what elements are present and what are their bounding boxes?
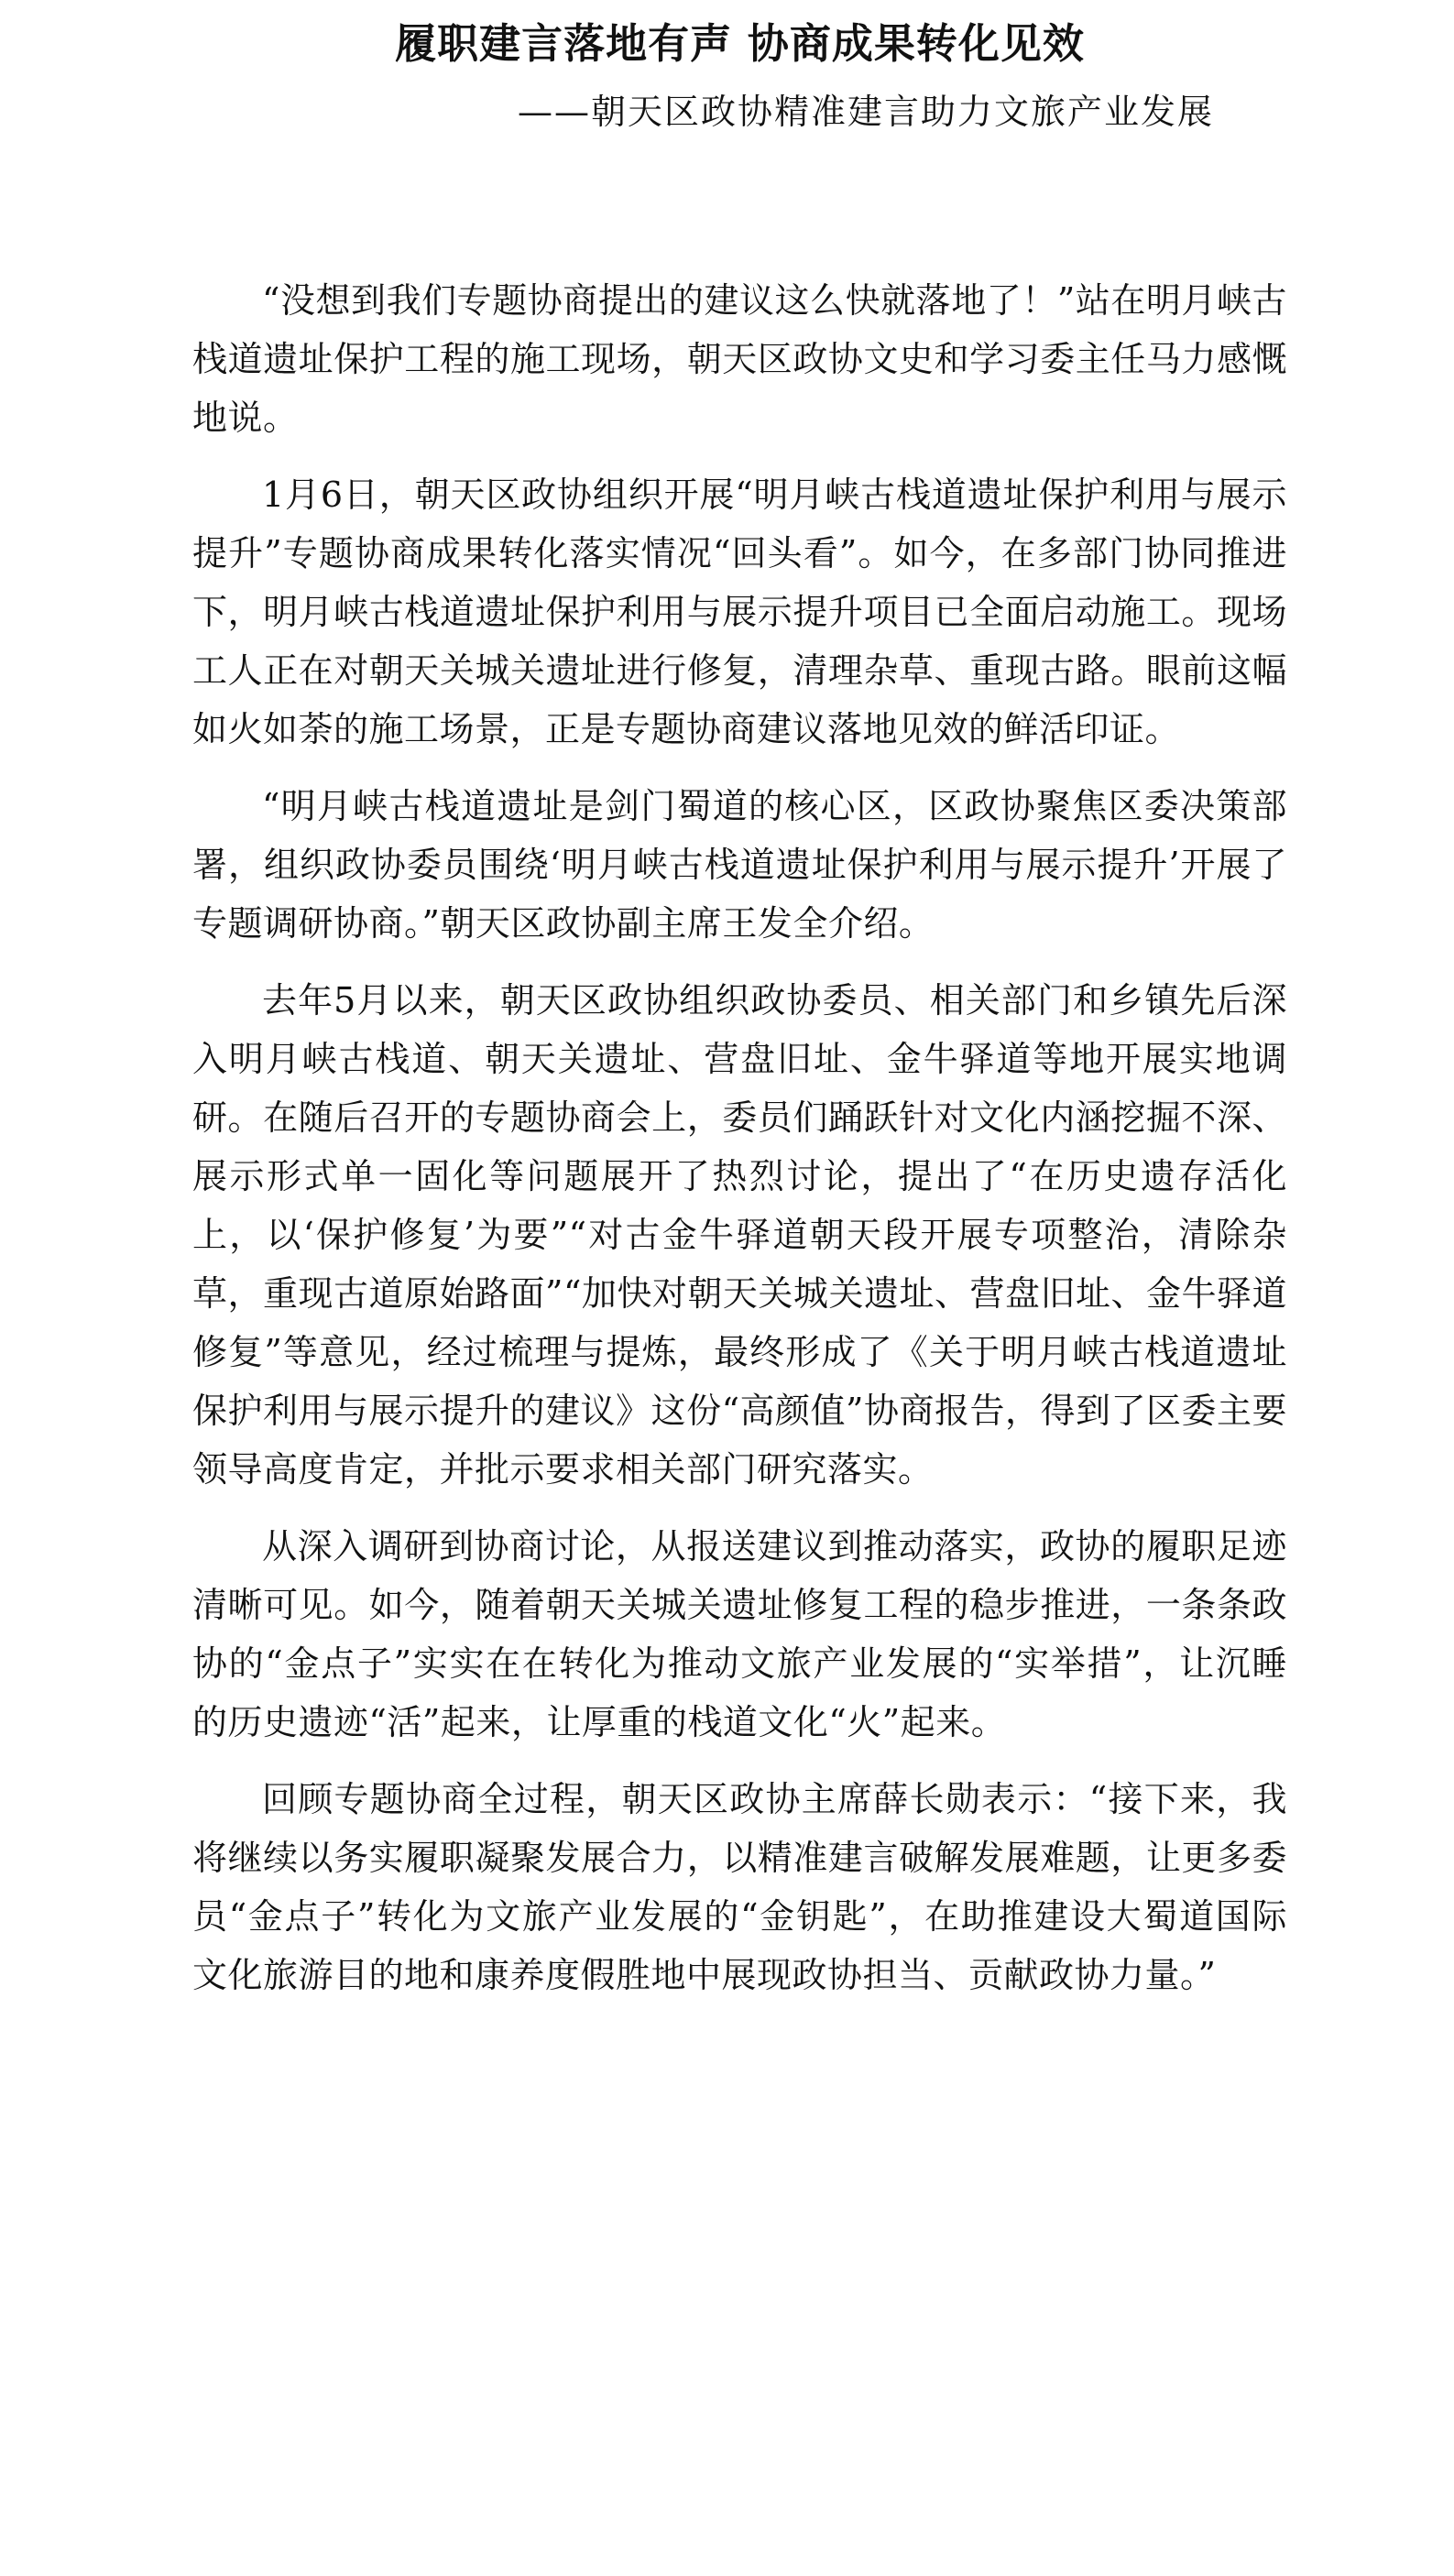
paragraph: “没想到我们专题协商提出的建议这么快就落地了！”站在明月峡古栈道遗址保护工程的施工现场，朝天区政协文史和学习委主任马力感慨地说。 <box>192 280 1287 438</box>
paragraph: 从深入调研到协商讨论，从报送建议到推动落实，政协的履职足迹清晰可见。如今，随着朝天关城关遗址修复工程的稳步推进，一条条政协的“金点子”实实在在转化为推动文旅产业发展的“实举措”，让沉睡的历史遗迹“活”起来，让厚重的栈道文化“火”起来。 <box>192 1526 1287 1742</box>
article-body <box>192 271 1287 2004</box>
paragraph: 去年5月以来，朝天区政协组织政协委员、相关部门和乡镇先后深入明月峡古栈道、朝天关遗址、营盘旧址、金牛驿道等地开展实地调研。在随后召开的专题协商会上，委员们踊跃针对文化内涵挖掘不深、展示形式单一固化等问题展开了热烈讨论，提出了“在历史遗存活化上，以‘保护修复’为要”“对古金牛驿道朝天段开展专项整治，清除杂草，重现古道原始路面”“加快对朝天关城关遗址、营盘旧址、金牛驿道修复”等意见，经过梳理与提炼，最终形成了《关于明月峡古栈道遗址保护利用与展示提升的建议》这份“高颜值”协商报告，得到了区委主要领导高度肯定，并批示要求相关部门研究落实。 <box>192 980 1287 1490</box>
paragraph: “明月峡古栈道遗址是剑门蜀道的核心区，区政协聚焦区委决策部署，组织政协委员围绕‘明月峡古栈道遗址保护利用与展示提升’开展了专题调研协商。”朝天区政协副主席王发全介绍。 <box>192 786 1287 944</box>
article-title: 履职建言落地有声 协商成果转化见效 <box>395 19 1085 68</box>
paragraph: 回顾专题协商全过程，朝天区政协主席薛长勋表示：“接下来，我将继续以务实履职凝聚发展合力，以精准建言破解发展难题，让更多委员“金点子”转化为文旅产业发展的“金钥匙”，在助推建设大蜀道国际文化旅游目的地和康养度假胜地中展现政协担当、贡献政协力量。” <box>192 1779 1287 1995</box>
paragraph: 1月6日，朝天区政协组织开展“明月峡古栈道遗址保护利用与展示提升”专题协商成果转化落实情况“回头看”。如今，在多部门协同推进下，明月峡古栈道遗址保护利用与展示提升项目已全面启动施工。现场工人正在对朝天关城关遗址进行修复，清理杂草、重现古路。眼前这幅如火如荼的施工场景，正是专题协商建议落地见效的鲜活印证。 <box>192 475 1287 749</box>
article <box>192 0 1287 2023</box>
article-subtitle: ——朝天区政协精准建言助力文旅产业发展 <box>517 92 1214 132</box>
